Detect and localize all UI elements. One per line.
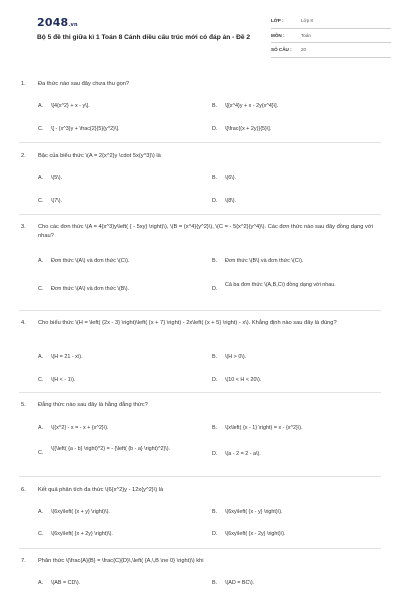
option-text: \(6xy\left( {x + y} \right)\). [51,509,110,515]
option-d[interactable] [212,530,377,539]
option-letter: D. [212,198,218,204]
option-text: Đơn thức \(A\) và đơn thức \(C\). [51,258,130,264]
question-7 [0,557,400,586]
option-c[interactable] [38,285,198,294]
option-text: \[4{x^2} + x - y\]. [51,103,90,109]
logo-main: 2048 [37,16,69,29]
option-text: \({\left( {a - b} \right)^2} = - {\left( {b - a} \right)^2}\). [51,446,171,452]
option-letter: D. [212,531,218,537]
document-title: Bộ 5 đề thi giữa kì 1 Toán 8 Cánh diều cấu trúc mới có đáp án - Đề 2 [37,34,251,41]
option-text: \(H = 21 - x\). [51,354,83,360]
option-d[interactable] [212,376,377,385]
option-c[interactable] [38,197,198,206]
question-divider [19,142,381,143]
question-number: 2. [21,153,26,159]
question-number: 7. [21,558,26,564]
document-header [18,0,382,66]
meta-label: MÔN : [271,32,285,38]
option-d[interactable] [212,281,362,294]
option-b[interactable] [212,174,377,183]
option-letter: A. [38,509,44,515]
option-text: \[{x^4}y + x - 2y{x^4}\]. [225,103,279,109]
option-text: \(6xy\left( {x - 2y} \right)\). [225,531,286,537]
option-letter: D. [212,377,218,383]
option-d[interactable] [212,125,377,134]
option-text: \[\frac{(x + 2y)}{5}\]. [225,126,272,132]
option-d[interactable] [212,450,377,459]
option-a[interactable] [38,353,198,362]
meta-label: SỐ CÂU : [271,47,292,53]
option-text: \(7\). [51,198,63,204]
option-letter: B. [212,580,218,586]
option-a[interactable] [38,102,198,111]
option-letter: B. [212,509,218,515]
option-b[interactable] [212,508,377,517]
question-text: Đẳng thức nào sau đây là hằng đẳng thức? [38,402,148,408]
option-letter: A. [38,425,44,431]
meta-value: Lớp 8 [301,18,313,24]
meta-row-question-count [271,43,391,58]
option-letter: C. [38,126,44,132]
option-text: \(H < - 1\). [51,377,76,383]
meta-label: LỚP : [271,18,284,24]
question-divider [19,214,381,215]
question-6 [0,486,400,537]
option-a[interactable] [38,579,198,588]
option-letter: D. [212,126,218,132]
option-text: Đơn thức \(B\) và đơn thức \(C\). [225,258,304,264]
option-c[interactable] [38,125,198,134]
question-stem [0,223,400,241]
option-c[interactable] [38,530,198,539]
option-letter: A. [38,103,44,109]
option-text: \(10 < H < 20\). [225,377,262,383]
question-4 [0,319,400,383]
question-divider [19,548,381,549]
option-text: Đơn thức \(A\) và đơn thức \(B\). [51,286,130,292]
question-text: Cho các đơn thức \(A = 4{x^3}y\left( { - 5xy} \right)\), \(B = {x^4}{y^2}\), \(C = - 5{x^2}{y^4}\). Các đơn thức nào sau đây đồng dạng với nhau? [38,224,373,240]
question-number: 6. [21,487,26,493]
meta-value: Toán [301,32,311,38]
question-stem [0,80,400,89]
question-number: 3. [21,224,26,230]
question-stem [0,557,400,566]
question-divider [19,476,381,477]
option-text: \(AD = BC\). [225,580,255,586]
option-text: \(6xy\left( {x + 2y} \right)\). [51,531,113,537]
option-letter: B. [212,425,218,431]
question-text: Phân thức \(\frac{A}{B} = \frac{C}{D}\,\left( {A,\,B \ne 0} \right)\) khi [38,558,204,564]
option-a[interactable] [38,174,198,183]
option-letter: C. [38,377,44,383]
option-c[interactable] [38,445,183,458]
option-a[interactable] [38,508,198,517]
option-letter: B. [212,258,218,264]
question-text: Cho biểu thức \(H = \left( {2x - 3} \right)\left( {x + 7} \right) - 2x\left( {x + 5} \right) - x\). Khẳng định nào sau đây là đúng? [38,320,337,326]
question-text: Kết quả phân tích đa thức \(6{x^2}y - 12x{y^2}\) là [38,487,164,493]
option-letter: C. [38,450,44,456]
option-a[interactable] [38,424,198,433]
meta-row-subject [271,29,391,44]
meta-value: 20 [301,47,307,53]
option-letter: A. [38,580,44,586]
option-letter: C. [38,198,44,204]
question-text: Bậc của biểu thức \(A = 2{x^2}y \cdot 5x{y^3}\) là [38,153,161,159]
question-2 [0,152,400,204]
option-letter: D. [212,451,218,457]
option-text: \(6xy\left( {x - y} \right)\). [225,509,283,515]
option-text: \(H > 0\). [225,354,247,360]
option-letter: A. [38,258,44,264]
question-stem [0,401,400,410]
option-letter: B. [212,175,218,181]
question-stem [0,319,400,328]
meta-row-class [271,14,391,29]
option-letter: B. [212,354,218,360]
question-3 [0,223,400,292]
logo-suffix: .vn [68,22,78,28]
option-b[interactable] [212,579,377,588]
option-text: \(AB = CD\). [51,580,81,586]
question-1 [0,80,400,132]
option-c[interactable] [38,376,198,385]
question-number: 1. [21,81,26,87]
option-b[interactable] [212,102,377,111]
option-letter: A. [38,175,44,181]
question-text: Đa thức nào sau đây chưa thu gọn? [38,81,130,87]
option-text: \(5\). [51,175,63,181]
question-divider [19,392,381,393]
exam-meta [271,14,391,58]
option-text: Cả ba đơn thức \(A,B,C\) đồng dạng với nhau. [225,282,336,288]
option-text: \[ - {x^3}y + \frac{2}{5}{y^2}\]. [51,126,120,132]
option-letter: A. [38,354,44,360]
question-number: 4. [21,320,26,326]
site-logo[interactable] [37,16,78,29]
option-a[interactable] [38,257,198,266]
option-letter: C. [38,286,44,292]
option-b[interactable] [212,257,377,266]
question-number: 5. [21,402,26,408]
question-divider [19,310,381,311]
option-letter: B. [212,103,218,109]
question-stem [0,152,400,161]
option-b[interactable] [212,353,377,362]
option-letter: D. [212,286,218,292]
option-text: \(8\). [225,198,237,204]
option-text: \({x^2} - x = - x + {x^2}\). [51,425,109,431]
option-text: \(x\left( {x - 1} \right) = x - {x^2}\). [225,425,303,431]
question-stem [0,486,400,495]
option-d[interactable] [212,197,377,206]
option-letter: C. [38,531,44,537]
option-text: \(6\). [225,175,237,181]
option-b[interactable] [212,424,377,433]
option-text: \(a - 2 = 2 - a\). [225,451,261,457]
question-5 [0,401,400,457]
